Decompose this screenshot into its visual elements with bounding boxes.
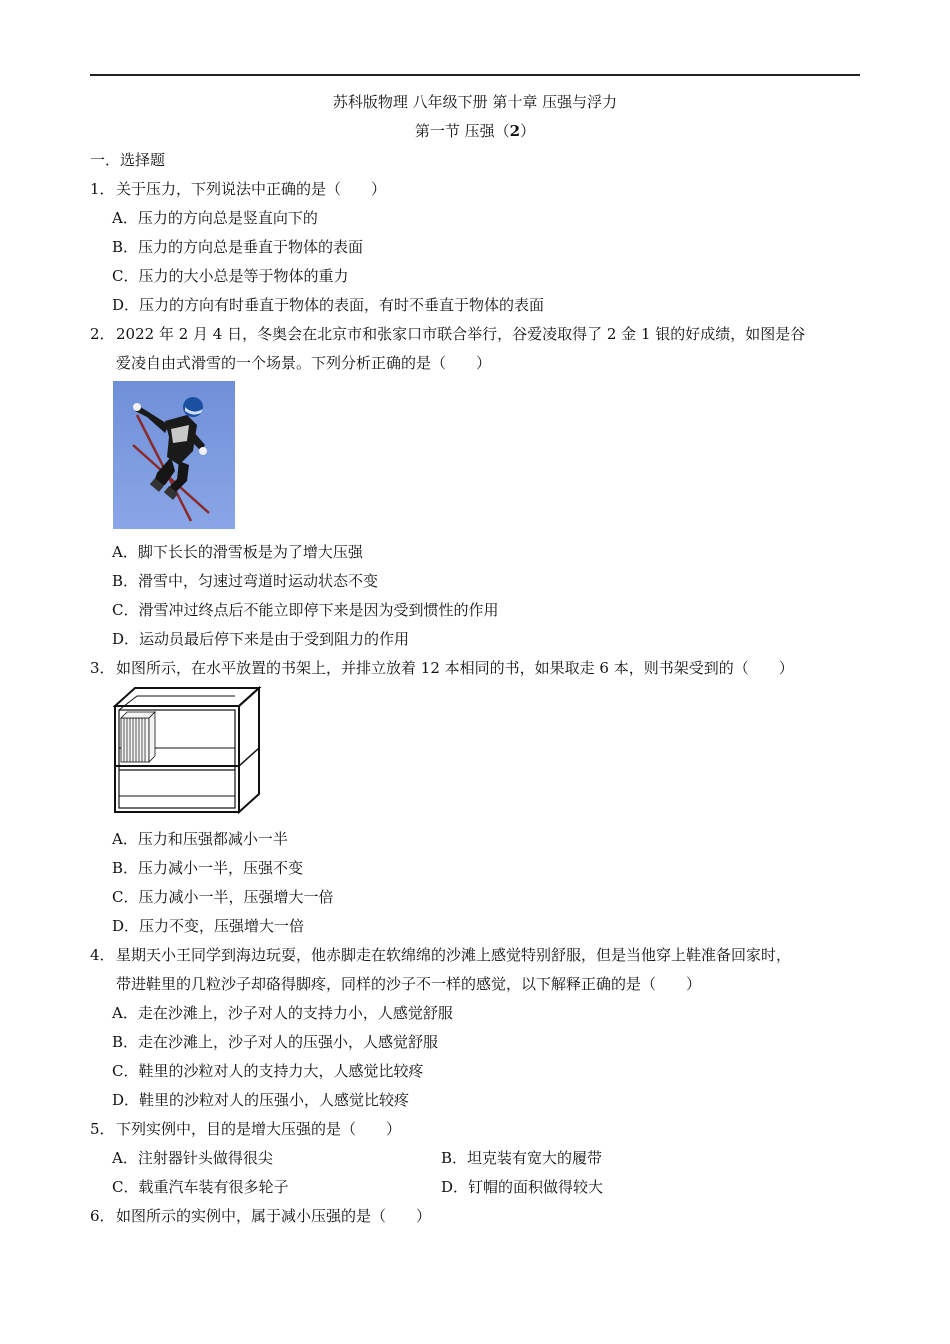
- option-b: B．走在沙滩上，沙子对人的压强小，人感觉舒服: [112, 1033, 439, 1051]
- option-d: D．钉帽的面积做得较大: [441, 1178, 604, 1196]
- question-text: 下列实例中，目的是增大压强的是（ ）: [116, 1120, 402, 1138]
- option-a: A．走在沙滩上，沙子对人的支持力小，人感觉舒服: [112, 1004, 453, 1022]
- question-text-continued: 带进鞋里的几粒沙子却硌得脚疼，同样的沙子不一样的感觉，以下解释正确的是（ ）: [116, 975, 702, 993]
- option-b: B．滑雪中，匀速过弯道时运动状态不变: [112, 572, 379, 590]
- subtitle-prefix: 第一节 压强（: [414, 122, 510, 140]
- question-number: 4．: [90, 946, 115, 964]
- question-number: 1．: [90, 180, 115, 198]
- question-text: 如图所示，在水平放置的书架上，并排立放着 12 本相同的书，如果取走 6 本，则书架受到的（ ）: [116, 659, 794, 677]
- option-d: D．鞋里的沙粒对人的压强小，人感觉比较疼: [112, 1091, 410, 1109]
- option-a: A．压力的方向总是竖直向下的: [112, 209, 318, 227]
- question-text: 2022 年 2 月 4 日，冬奥会在北京市和张家口市联合举行，谷爱凌取得了 2 金 1 银的好成绩，如图是谷: [116, 325, 806, 343]
- option-b: B．坦克装有宽大的履带: [441, 1149, 603, 1167]
- question-6: [90, 1205, 431, 1226]
- option-c: C．压力减小一半，压强增大一倍: [112, 888, 334, 906]
- question-text: 星期天小王同学到海边玩耍，他赤脚走在软绵绵的沙滩上感觉特别舒服，但是当他穿上鞋准备回家时，: [116, 946, 792, 964]
- bookshelf-figure: [113, 686, 263, 816]
- question-text: 如图所示的实例中，属于减小压强的是（ ）: [116, 1207, 432, 1225]
- question-text: 关于压力，下列说法中正确的是（ ）: [116, 180, 387, 198]
- question-2: [90, 323, 805, 344]
- question-text-continued: 爱凌自由式滑雪的一个场景。下列分析正确的是（ ）: [116, 354, 492, 372]
- option-d: D．运动员最后停下来是由于受到阻力的作用: [112, 630, 410, 648]
- option-a: A．压力和压强都减小一半: [112, 830, 288, 848]
- header-rule: [90, 74, 860, 76]
- question-number: 2．: [90, 325, 115, 343]
- question-4: [90, 944, 791, 965]
- option-c: C．鞋里的沙粒对人的支持力大，人感觉比较疼: [112, 1062, 424, 1080]
- question-number: 3．: [90, 659, 115, 677]
- section-heading: 一．选择题: [90, 151, 166, 169]
- question-1: [90, 178, 386, 199]
- subtitle-suffix: ）: [520, 122, 536, 140]
- question-number: 6．: [90, 1207, 115, 1225]
- option-c: C．滑雪冲过终点后不能立即停下来是因为受到惯性的作用: [112, 601, 499, 619]
- skier-photo: [113, 381, 235, 529]
- option-c: C．压力的大小总是等于物体的重力: [112, 267, 349, 285]
- question-5: [90, 1118, 401, 1139]
- page-title: 苏科版物理 八年级下册 第十章 压强与浮力: [332, 93, 618, 111]
- page-subtitle: [0, 120, 950, 141]
- option-b: B．压力减小一半，压强不变: [112, 859, 304, 877]
- option-b: B．压力的方向总是垂直于物体的表面: [112, 238, 364, 256]
- question-3: [90, 657, 794, 678]
- option-c: C．载重汽车装有很多轮子: [112, 1178, 289, 1196]
- subtitle-number: 2: [509, 122, 521, 140]
- option-a: A．脚下长长的滑雪板是为了增大压强: [112, 543, 363, 561]
- option-d: D．压力的方向有时垂直于物体的表面，有时不垂直于物体的表面: [112, 296, 545, 314]
- question-number: 5．: [90, 1120, 115, 1138]
- option-a: A．注射器针头做得很尖: [112, 1149, 273, 1167]
- option-d: D．压力不变，压强增大一倍: [112, 917, 305, 935]
